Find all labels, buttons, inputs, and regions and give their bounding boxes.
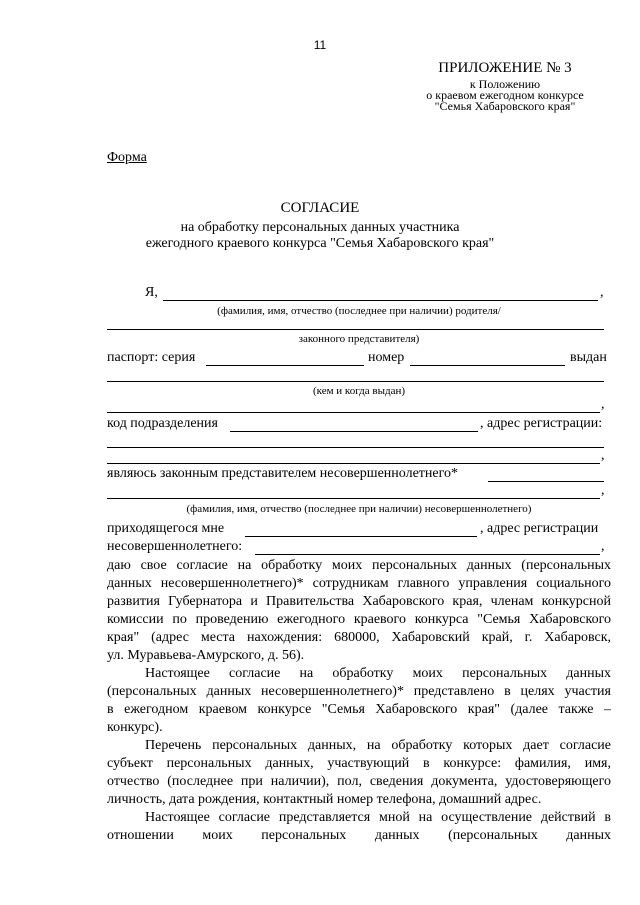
paragraph-line: отношении моих персональных данных (персональных данных bbox=[107, 828, 611, 843]
paragraph-line: субъект персональных данных, участвующий в конкурсе: фамилия, имя, bbox=[107, 756, 611, 771]
caption-fio-parent: (фамилия, имя, отчество (последнее при наличии) родителя/ bbox=[217, 305, 501, 317]
paragraph-line: личность, дата рождения, контактный номер телефона, домашний адрес. bbox=[107, 792, 542, 807]
relation-line[interactable] bbox=[245, 536, 477, 537]
paragraph-line: отчество (последнее при наличии), пол, сведения документа, удостоверяющего bbox=[107, 774, 611, 789]
paragraph-consent bbox=[107, 557, 611, 665]
minor-fio-line-2[interactable] bbox=[107, 498, 600, 499]
label-ya: Я, bbox=[145, 285, 158, 300]
paragraph-line: края" (адрес места нахождения: 680000, Хабаровский край, г. Хабаровск, bbox=[107, 630, 611, 645]
label-minor: несовершеннолетнего: bbox=[107, 539, 243, 554]
issued-by-line[interactable] bbox=[107, 381, 604, 382]
document-title: СОГЛАСИЕ bbox=[280, 200, 360, 216]
appendix-title: ПРИЛОЖЕНИЕ № 3 bbox=[438, 60, 572, 76]
appendix-line: "Семья Хабаровского края" bbox=[434, 99, 576, 113]
reg-address-line-2[interactable] bbox=[107, 463, 600, 464]
label-division-code: код подразделения bbox=[107, 416, 218, 431]
fio-parent-line-2[interactable] bbox=[107, 329, 604, 330]
label-legal-rep: являюсь законным представителем несовершеннолетнего* bbox=[107, 466, 459, 481]
paragraph-line: Перечень персональных данных, на обработку которых дает согласие bbox=[145, 738, 611, 753]
label-passport-series: паспорт: серия bbox=[107, 350, 196, 365]
paragraph-line: Настоящее согласие представляется мной на осуществление действий в bbox=[145, 810, 611, 825]
label-relation: приходящегося мне bbox=[107, 521, 225, 536]
comma: , bbox=[601, 397, 605, 412]
label-number: номер bbox=[368, 350, 405, 365]
passport-number-line[interactable] bbox=[410, 365, 565, 366]
paragraph-line: ул. Муравьева-Амурского, д. 56). bbox=[107, 648, 305, 663]
paragraph-line: данных несовершеннолетнего)* сотрудникам главного управления социального bbox=[107, 576, 611, 591]
paragraph-line: конкурс). bbox=[107, 720, 163, 735]
appendix-line: к Положению bbox=[469, 77, 541, 91]
form-label: Форма bbox=[107, 150, 147, 165]
page-number: 11 bbox=[313, 38, 327, 52]
comma: , bbox=[601, 448, 605, 463]
paragraph-line: (персональных данных несовершеннолетнего)* представлено в целях участия bbox=[107, 684, 611, 699]
caption-legal-rep: законного представителя) bbox=[298, 333, 420, 345]
paragraph-line: в ежегодном краевом конкурсе "Семья Хабаровского края" (далее также – bbox=[107, 702, 611, 717]
minor-fio-line[interactable] bbox=[488, 481, 604, 482]
caption-issued-by: (кем и когда выдан) bbox=[312, 385, 406, 397]
paragraph-actions bbox=[107, 809, 611, 845]
reg-address-line[interactable] bbox=[107, 447, 604, 448]
comma: , bbox=[601, 539, 605, 554]
label-reg-address-2: , адрес регистрации bbox=[480, 521, 599, 536]
label-reg-address: , адрес регистрации: bbox=[480, 416, 603, 431]
paragraph-line: комиссии по проведению ежегодного краевого конкурса "Семья Хабаровского bbox=[107, 612, 611, 627]
minor-address-line[interactable] bbox=[255, 554, 600, 555]
document-subtitle-line1: на обработку персональных данных участника bbox=[180, 220, 460, 235]
comma: , bbox=[600, 285, 604, 300]
label-issued: выдан bbox=[570, 350, 607, 365]
paragraph-line: Настоящее согласие на обработку моих персональных данных bbox=[145, 666, 611, 681]
caption-fio-minor: (фамилия, имя, отчество (последнее при наличии) несовершеннолетнего) bbox=[186, 503, 532, 515]
issued-by-line-2[interactable] bbox=[107, 412, 600, 413]
comma: , bbox=[601, 483, 605, 498]
paragraph-purpose bbox=[107, 665, 611, 737]
document-subtitle-line2: ежегодного краевого конкурса "Семья Хабаровского края" bbox=[145, 236, 495, 251]
passport-series-line[interactable] bbox=[206, 365, 364, 366]
paragraph-data-list bbox=[107, 737, 611, 809]
division-code-line[interactable] bbox=[230, 431, 478, 432]
paragraph-line: даю свое согласие на обработку моих персональных данных (персональных bbox=[107, 558, 611, 573]
paragraph-line: развития Губернатора и Правительства Хабаровского края, членам конкурсной bbox=[107, 594, 611, 609]
fio-parent-line[interactable] bbox=[163, 300, 598, 301]
appendix-line: о краевом ежегодном конкурсе bbox=[426, 88, 584, 102]
